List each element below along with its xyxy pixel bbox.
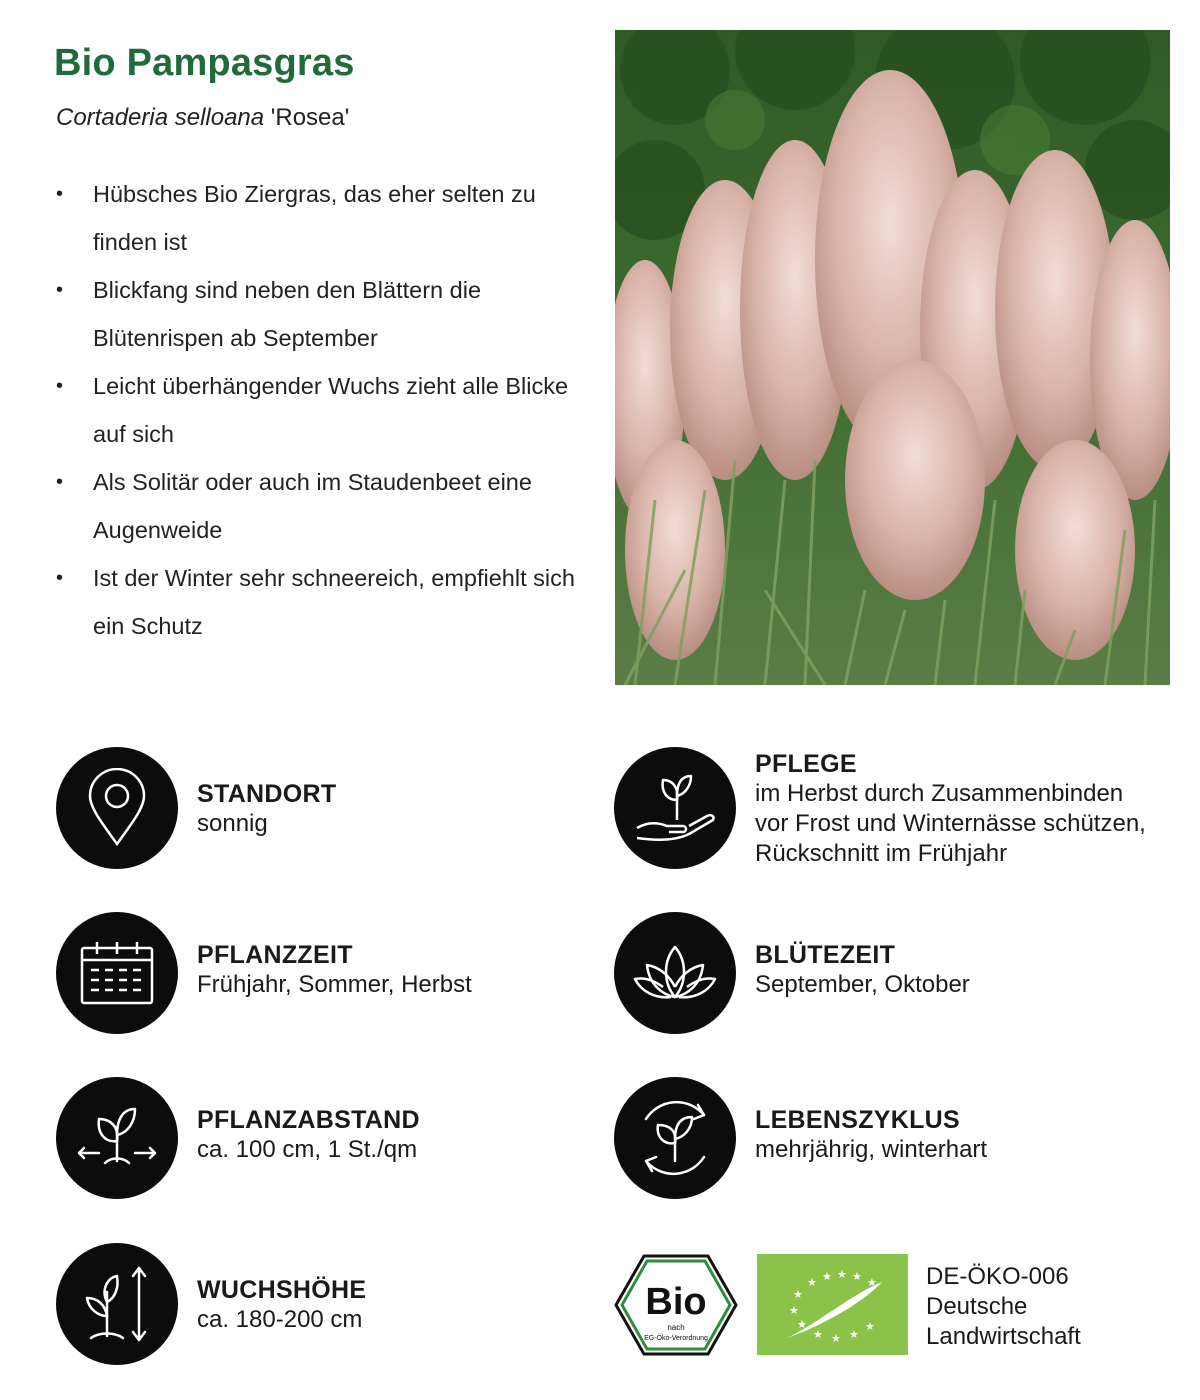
info-pflege [614, 747, 1146, 869]
bullet: • [56, 183, 64, 205]
svg-text:★: ★ [865, 1320, 875, 1333]
certification-line-3: Landwirtschaft [926, 1323, 1081, 1350]
eu-organic-logo [757, 1254, 908, 1355]
leaf-cycle-icon [632, 1095, 718, 1181]
bullet: • [56, 375, 64, 397]
lebenszyklus-value: mehrjährig, winterhart [755, 1136, 988, 1163]
feature-text: Hübsches Bio Ziergras, das eher selten zu finden ist [93, 181, 536, 255]
lebenszyklus-label: LEBENSZYKLUS [755, 1106, 961, 1134]
svg-text:★: ★ [867, 1276, 877, 1289]
info-standort [56, 747, 336, 869]
standort-label: STANDORT [197, 780, 337, 808]
pflege-icon-circle [614, 747, 736, 869]
info-pflanzzeit [56, 912, 472, 1034]
feature-text: Leicht überhängender Wuchs zieht alle Blicke auf sich [93, 373, 569, 447]
svg-text:★: ★ [852, 1270, 862, 1283]
feature-text: Blickfang sind neben den Blättern die Blütenrispen ab September [93, 277, 482, 351]
svg-text:★: ★ [849, 1328, 859, 1341]
info-wuchshoehe [56, 1243, 366, 1365]
pflanzabstand-label: PFLANZABSTAND [197, 1106, 420, 1134]
bullet: • [56, 567, 64, 589]
bio-logo-text: Bio [645, 1281, 707, 1323]
bio-logo-subtext-1: nach [667, 1323, 685, 1332]
feature-text: Ist der Winter sehr schneereich, empfiehlt sich ein Schutz [93, 565, 575, 639]
certification-info [926, 1262, 1081, 1352]
pflanzabstand-icon-circle [56, 1077, 178, 1199]
pflanzzeit-label: PFLANZZEIT [197, 941, 353, 969]
pflege-label: PFLEGE [755, 750, 857, 778]
lebenszyklus-icon-circle [614, 1077, 736, 1199]
svg-text:★: ★ [797, 1318, 807, 1331]
bio-logo-subtext-2: EG-Öko-Verordnung [644, 1335, 708, 1342]
standort-icon-circle [56, 747, 178, 869]
pflanzzeit-icon-circle [56, 912, 178, 1034]
svg-text:★: ★ [793, 1288, 803, 1301]
pflege-line-2: vor Frost und Winternässe schützen, [755, 810, 1146, 837]
bluetezeit-label: BLÜTEZEIT [755, 941, 896, 969]
feature-item [56, 362, 586, 458]
feature-item [56, 170, 586, 266]
wuchshoehe-icon-circle [56, 1243, 178, 1365]
bio-siegel-logo [612, 1252, 740, 1363]
wuchshoehe-label: WUCHSHÖHE [197, 1276, 367, 1304]
cultivar-name: 'Rosea' [270, 104, 350, 131]
calendar-icon [79, 940, 155, 1006]
standort-value: sonnig [197, 810, 268, 837]
plant-height-icon [77, 1262, 157, 1346]
svg-text:★: ★ [807, 1276, 817, 1289]
latin-name: Cortaderia selloana [56, 104, 265, 131]
info-lebenszyklus [614, 1077, 987, 1199]
lotus-flower-icon [633, 943, 717, 1003]
pflanzzeit-value: Frühjahr, Sommer, Herbst [197, 971, 472, 998]
certification-code: DE-ÖKO-006 [926, 1263, 1069, 1290]
feature-list [56, 170, 586, 650]
pflege-line-3: Rückschnitt im Frühjahr [755, 840, 1008, 867]
svg-text:★: ★ [789, 1304, 799, 1317]
wuchshoehe-value: ca. 180-200 cm [197, 1306, 363, 1333]
svg-text:★: ★ [813, 1328, 823, 1341]
info-pflanzabstand [56, 1077, 420, 1199]
product-photo [615, 30, 1170, 685]
product-title: Bio Pampasgras [54, 42, 355, 84]
bullet: • [56, 471, 64, 493]
feature-item [56, 458, 586, 554]
plant-spacing-icon [75, 1103, 159, 1173]
info-bluetezeit [614, 912, 970, 1034]
bullet: • [56, 279, 64, 301]
svg-text:★: ★ [837, 1268, 847, 1281]
location-pin-icon [82, 768, 152, 848]
seedling-hand-icon [633, 770, 717, 846]
feature-item [56, 554, 586, 650]
bluetezeit-value: September, Oktober [755, 971, 970, 998]
feature-text: Als Solitär oder auch im Staudenbeet eine Augenweide [93, 469, 532, 543]
feature-item [56, 266, 586, 362]
bluetezeit-icon-circle [614, 912, 736, 1034]
pflanzabstand-value: ca. 100 cm, 1 St./qm [197, 1136, 418, 1163]
svg-text:★: ★ [831, 1332, 841, 1345]
certification-line-2: Deutsche [926, 1293, 1028, 1320]
pflege-line-1: im Herbst durch Zusammenbinden [755, 780, 1124, 807]
svg-text:★: ★ [822, 1270, 832, 1283]
botanical-name [56, 104, 349, 132]
